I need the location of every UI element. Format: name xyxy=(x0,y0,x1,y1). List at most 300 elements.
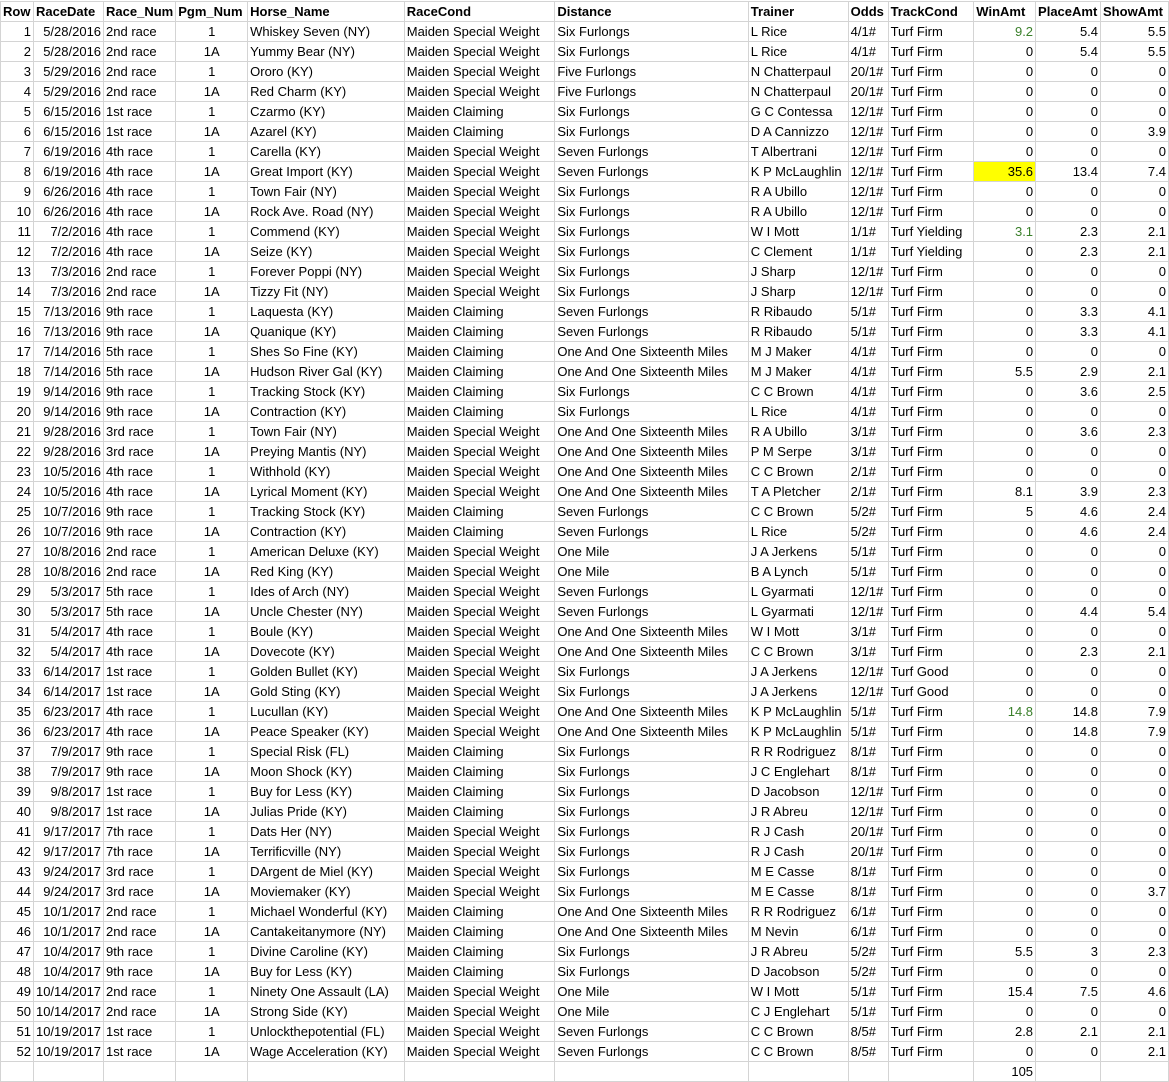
cell-distance[interactable]: Six Furlongs xyxy=(555,682,748,702)
cell-showamt[interactable]: 2.5 xyxy=(1101,382,1169,402)
cell-pgm-num[interactable]: 1 xyxy=(176,822,248,842)
cell-distance[interactable]: One And One Sixteenth Miles xyxy=(555,482,748,502)
cell-racecond[interactable]: Maiden Special Weight xyxy=(404,422,555,442)
cell-racecond[interactable]: Maiden Claiming xyxy=(404,502,555,522)
cell-trackcond[interactable]: Turf Firm xyxy=(888,902,974,922)
cell-racecond[interactable]: Maiden Claiming xyxy=(404,102,555,122)
cell-distance[interactable]: One And One Sixteenth Miles xyxy=(555,622,748,642)
cell-horse-name[interactable]: Cantakeitanymore (NY) xyxy=(248,922,405,942)
cell-trackcond[interactable]: Turf Firm xyxy=(888,562,974,582)
cell-racedate[interactable]: 7/3/2016 xyxy=(33,262,103,282)
cell-pgm-num[interactable]: 1 xyxy=(176,302,248,322)
cell-trainer[interactable]: R Ribaudo xyxy=(748,322,848,342)
cell-showamt[interactable]: 0 xyxy=(1101,342,1169,362)
cell-odds[interactable]: 12/1# xyxy=(848,102,888,122)
cell-pgm-num[interactable]: 1A xyxy=(176,202,248,222)
cell-trackcond[interactable]: Turf Firm xyxy=(888,342,974,362)
cell-showamt[interactable]: 0 xyxy=(1101,182,1169,202)
cell-winamt[interactable]: 0 xyxy=(974,962,1036,982)
cell-race-num[interactable]: 4th race xyxy=(104,622,176,642)
cell-race-num[interactable]: 9th race xyxy=(104,742,176,762)
cell-distance[interactable]: Six Furlongs xyxy=(555,782,748,802)
cell-row[interactable]: 13 xyxy=(1,262,34,282)
cell-trackcond[interactable]: Turf Firm xyxy=(888,202,974,222)
cell-pgm-num[interactable]: 1 xyxy=(176,502,248,522)
cell-odds[interactable]: 8/1# xyxy=(848,882,888,902)
cell-row[interactable]: 12 xyxy=(1,242,34,262)
total-cell-trainer[interactable] xyxy=(748,1062,848,1082)
cell-pgm-num[interactable]: 1A xyxy=(176,322,248,342)
column-header-odds[interactable]: Odds xyxy=(848,2,888,22)
cell-trackcond[interactable]: Turf Firm xyxy=(888,702,974,722)
cell-horse-name[interactable]: Tracking Stock (KY) xyxy=(248,502,405,522)
cell-horse-name[interactable]: Buy for Less (KY) xyxy=(248,962,405,982)
cell-race-num[interactable]: 4th race xyxy=(104,142,176,162)
cell-trainer[interactable]: W I Mott xyxy=(748,982,848,1002)
cell-row[interactable]: 9 xyxy=(1,182,34,202)
cell-showamt[interactable]: 2.1 xyxy=(1101,1042,1169,1062)
cell-racedate[interactable]: 9/28/2016 xyxy=(33,442,103,462)
cell-showamt[interactable]: 0 xyxy=(1101,1002,1169,1022)
cell-row[interactable]: 47 xyxy=(1,942,34,962)
cell-winamt[interactable]: 0 xyxy=(974,802,1036,822)
cell-showamt[interactable]: 0 xyxy=(1101,542,1169,562)
cell-trackcond[interactable]: Turf Firm xyxy=(888,1002,974,1022)
cell-horse-name[interactable]: Julias Pride (KY) xyxy=(248,802,405,822)
cell-odds[interactable]: 8/5# xyxy=(848,1042,888,1062)
cell-racecond[interactable]: Maiden Special Weight xyxy=(404,442,555,462)
cell-trackcond[interactable]: Turf Firm xyxy=(888,722,974,742)
cell-winamt[interactable]: 0 xyxy=(974,902,1036,922)
cell-trainer[interactable]: D Jacobson xyxy=(748,962,848,982)
cell-trackcond[interactable]: Turf Firm xyxy=(888,42,974,62)
cell-row[interactable]: 8 xyxy=(1,162,34,182)
cell-trainer[interactable]: L Rice xyxy=(748,42,848,62)
cell-distance[interactable]: Six Furlongs xyxy=(555,862,748,882)
cell-racecond[interactable]: Maiden Special Weight xyxy=(404,562,555,582)
cell-racedate[interactable]: 10/1/2017 xyxy=(33,922,103,942)
cell-trackcond[interactable]: Turf Firm xyxy=(888,602,974,622)
cell-showamt[interactable]: 0 xyxy=(1101,782,1169,802)
cell-pgm-num[interactable]: 1A xyxy=(176,882,248,902)
total-cell-row[interactable] xyxy=(1,1062,34,1082)
cell-row[interactable]: 35 xyxy=(1,702,34,722)
cell-racecond[interactable]: Maiden Claiming xyxy=(404,322,555,342)
cell-pgm-num[interactable]: 1A xyxy=(176,562,248,582)
cell-placeamt[interactable]: 2.9 xyxy=(1036,362,1101,382)
cell-placeamt[interactable]: 0 xyxy=(1036,742,1101,762)
cell-showamt[interactable]: 0 xyxy=(1101,802,1169,822)
cell-odds[interactable]: 5/1# xyxy=(848,722,888,742)
cell-winamt[interactable]: 0 xyxy=(974,102,1036,122)
cell-trackcond[interactable]: Turf Firm xyxy=(888,362,974,382)
cell-horse-name[interactable]: Ides of Arch (NY) xyxy=(248,582,405,602)
cell-pgm-num[interactable]: 1 xyxy=(176,22,248,42)
cell-racedate[interactable]: 7/3/2016 xyxy=(33,282,103,302)
cell-racedate[interactable]: 5/3/2017 xyxy=(33,582,103,602)
cell-distance[interactable]: One And One Sixteenth Miles xyxy=(555,902,748,922)
cell-distance[interactable]: Seven Furlongs xyxy=(555,1022,748,1042)
cell-trainer[interactable]: J Sharp xyxy=(748,282,848,302)
cell-racedate[interactable]: 5/29/2016 xyxy=(33,62,103,82)
cell-racecond[interactable]: Maiden Special Weight xyxy=(404,142,555,162)
cell-showamt[interactable]: 5.4 xyxy=(1101,602,1169,622)
cell-odds[interactable]: 1/1# xyxy=(848,222,888,242)
cell-horse-name[interactable]: Great Import (KY) xyxy=(248,162,405,182)
cell-odds[interactable]: 12/1# xyxy=(848,262,888,282)
cell-trainer[interactable]: C C Brown xyxy=(748,642,848,662)
cell-odds[interactable]: 4/1# xyxy=(848,22,888,42)
cell-race-num[interactable]: 2nd race xyxy=(104,982,176,1002)
cell-showamt[interactable]: 0 xyxy=(1101,82,1169,102)
cell-pgm-num[interactable]: 1A xyxy=(176,1002,248,1022)
cell-trackcond[interactable]: Turf Firm xyxy=(888,782,974,802)
cell-odds[interactable]: 5/2# xyxy=(848,962,888,982)
cell-racedate[interactable]: 7/2/2016 xyxy=(33,242,103,262)
cell-winamt[interactable]: 5.5 xyxy=(974,942,1036,962)
cell-showamt[interactable]: 3.9 xyxy=(1101,122,1169,142)
cell-pgm-num[interactable]: 1A xyxy=(176,1042,248,1062)
cell-race-num[interactable]: 3rd race xyxy=(104,442,176,462)
cell-winamt[interactable]: 0 xyxy=(974,202,1036,222)
cell-row[interactable]: 37 xyxy=(1,742,34,762)
cell-racecond[interactable]: Maiden Special Weight xyxy=(404,282,555,302)
cell-showamt[interactable]: 0 xyxy=(1101,822,1169,842)
cell-racedate[interactable]: 9/8/2017 xyxy=(33,782,103,802)
cell-trainer[interactable]: M E Casse xyxy=(748,882,848,902)
cell-trackcond[interactable]: Turf Firm xyxy=(888,942,974,962)
cell-placeamt[interactable]: 0 xyxy=(1036,842,1101,862)
cell-pgm-num[interactable]: 1A xyxy=(176,282,248,302)
cell-odds[interactable]: 5/1# xyxy=(848,302,888,322)
cell-race-num[interactable]: 5th race xyxy=(104,362,176,382)
cell-odds[interactable]: 12/1# xyxy=(848,142,888,162)
cell-distance[interactable]: Seven Furlongs xyxy=(555,322,748,342)
cell-placeamt[interactable]: 0 xyxy=(1036,902,1101,922)
cell-odds[interactable]: 12/1# xyxy=(848,682,888,702)
cell-winamt[interactable]: 0 xyxy=(974,722,1036,742)
cell-showamt[interactable]: 0 xyxy=(1101,102,1169,122)
cell-race-num[interactable]: 4th race xyxy=(104,242,176,262)
cell-winamt[interactable]: 0 xyxy=(974,1002,1036,1022)
cell-pgm-num[interactable]: 1 xyxy=(176,142,248,162)
cell-racedate[interactable]: 10/8/2016 xyxy=(33,542,103,562)
cell-distance[interactable]: Five Furlongs xyxy=(555,82,748,102)
cell-race-num[interactable]: 9th race xyxy=(104,942,176,962)
cell-placeamt[interactable]: 14.8 xyxy=(1036,702,1101,722)
cell-trainer[interactable]: B A Lynch xyxy=(748,562,848,582)
cell-horse-name[interactable]: Golden Bullet (KY) xyxy=(248,662,405,682)
total-cell-race-num[interactable] xyxy=(104,1062,176,1082)
cell-pgm-num[interactable]: 1 xyxy=(176,62,248,82)
cell-trainer[interactable]: R R Rodriguez xyxy=(748,742,848,762)
cell-row[interactable]: 23 xyxy=(1,462,34,482)
cell-trackcond[interactable]: Turf Firm xyxy=(888,802,974,822)
column-header-trainer[interactable]: Trainer xyxy=(748,2,848,22)
cell-race-num[interactable]: 9th race xyxy=(104,522,176,542)
cell-distance[interactable]: Six Furlongs xyxy=(555,22,748,42)
cell-racedate[interactable]: 6/26/2016 xyxy=(33,182,103,202)
cell-race-num[interactable]: 4th race xyxy=(104,162,176,182)
column-header-distance[interactable]: Distance xyxy=(555,2,748,22)
cell-distance[interactable]: Six Furlongs xyxy=(555,282,748,302)
cell-racecond[interactable]: Maiden Special Weight xyxy=(404,182,555,202)
cell-odds[interactable]: 12/1# xyxy=(848,202,888,222)
cell-placeamt[interactable]: 2.3 xyxy=(1036,242,1101,262)
cell-winamt[interactable]: 0 xyxy=(974,122,1036,142)
cell-horse-name[interactable]: Special Risk (FL) xyxy=(248,742,405,762)
cell-horse-name[interactable]: Contraction (KY) xyxy=(248,402,405,422)
cell-showamt[interactable]: 7.9 xyxy=(1101,702,1169,722)
cell-trackcond[interactable]: Turf Firm xyxy=(888,1042,974,1062)
cell-trackcond[interactable]: Turf Firm xyxy=(888,22,974,42)
cell-race-num[interactable]: 7th race xyxy=(104,842,176,862)
cell-trainer[interactable]: M J Maker xyxy=(748,362,848,382)
cell-pgm-num[interactable]: 1 xyxy=(176,702,248,722)
cell-horse-name[interactable]: Withhold (KY) xyxy=(248,462,405,482)
cell-winamt[interactable]: 0 xyxy=(974,762,1036,782)
cell-placeamt[interactable]: 0 xyxy=(1036,202,1101,222)
cell-racedate[interactable]: 6/19/2016 xyxy=(33,162,103,182)
cell-pgm-num[interactable]: 1A xyxy=(176,802,248,822)
cell-showamt[interactable]: 0 xyxy=(1101,562,1169,582)
cell-horse-name[interactable]: Commend (KY) xyxy=(248,222,405,242)
cell-pgm-num[interactable]: 1A xyxy=(176,242,248,262)
cell-showamt[interactable]: 2.1 xyxy=(1101,1022,1169,1042)
cell-showamt[interactable]: 2.3 xyxy=(1101,942,1169,962)
cell-trackcond[interactable]: Turf Firm xyxy=(888,642,974,662)
cell-distance[interactable]: One And One Sixteenth Miles xyxy=(555,362,748,382)
cell-racecond[interactable]: Maiden Claiming xyxy=(404,742,555,762)
cell-winamt[interactable]: 0 xyxy=(974,922,1036,942)
cell-row[interactable]: 40 xyxy=(1,802,34,822)
cell-pgm-num[interactable]: 1 xyxy=(176,422,248,442)
cell-racedate[interactable]: 9/28/2016 xyxy=(33,422,103,442)
cell-winamt[interactable]: 35.6 xyxy=(974,162,1036,182)
cell-placeamt[interactable]: 0 xyxy=(1036,802,1101,822)
cell-placeamt[interactable]: 0 xyxy=(1036,862,1101,882)
column-header-trackcond[interactable]: TrackCond xyxy=(888,2,974,22)
cell-row[interactable]: 51 xyxy=(1,1022,34,1042)
cell-pgm-num[interactable]: 1 xyxy=(176,222,248,242)
cell-row[interactable]: 22 xyxy=(1,442,34,462)
cell-racecond[interactable]: Maiden Claiming xyxy=(404,942,555,962)
cell-racedate[interactable]: 5/4/2017 xyxy=(33,622,103,642)
cell-placeamt[interactable]: 0 xyxy=(1036,682,1101,702)
cell-race-num[interactable]: 2nd race xyxy=(104,542,176,562)
cell-racecond[interactable]: Maiden Special Weight xyxy=(404,1022,555,1042)
cell-race-num[interactable]: 9th race xyxy=(104,302,176,322)
cell-racedate[interactable]: 10/4/2017 xyxy=(33,942,103,962)
cell-horse-name[interactable]: Quanique (KY) xyxy=(248,322,405,342)
cell-row[interactable]: 52 xyxy=(1,1042,34,1062)
cell-trackcond[interactable]: Turf Good xyxy=(888,682,974,702)
cell-race-num[interactable]: 9th race xyxy=(104,502,176,522)
cell-trainer[interactable]: J A Jerkens xyxy=(748,662,848,682)
cell-pgm-num[interactable]: 1 xyxy=(176,862,248,882)
cell-odds[interactable]: 4/1# xyxy=(848,402,888,422)
column-header-racecond[interactable]: RaceCond xyxy=(404,2,555,22)
cell-racecond[interactable]: Maiden Claiming xyxy=(404,922,555,942)
cell-row[interactable]: 48 xyxy=(1,962,34,982)
cell-winamt[interactable]: 0 xyxy=(974,462,1036,482)
cell-race-num[interactable]: 9th race xyxy=(104,762,176,782)
cell-distance[interactable]: Seven Furlongs xyxy=(555,1042,748,1062)
cell-placeamt[interactable]: 0 xyxy=(1036,542,1101,562)
cell-showamt[interactable]: 0 xyxy=(1101,662,1169,682)
cell-pgm-num[interactable]: 1A xyxy=(176,362,248,382)
cell-odds[interactable]: 4/1# xyxy=(848,362,888,382)
cell-race-num[interactable]: 4th race xyxy=(104,722,176,742)
cell-trackcond[interactable]: Turf Firm xyxy=(888,262,974,282)
cell-pgm-num[interactable]: 1 xyxy=(176,542,248,562)
cell-racecond[interactable]: Maiden Special Weight xyxy=(404,1042,555,1062)
cell-pgm-num[interactable]: 1A xyxy=(176,602,248,622)
cell-showamt[interactable]: 0 xyxy=(1101,442,1169,462)
cell-showamt[interactable]: 0 xyxy=(1101,582,1169,602)
cell-placeamt[interactable]: 3.6 xyxy=(1036,422,1101,442)
cell-placeamt[interactable]: 0 xyxy=(1036,62,1101,82)
cell-placeamt[interactable]: 4.6 xyxy=(1036,522,1101,542)
cell-horse-name[interactable]: Azarel (KY) xyxy=(248,122,405,142)
cell-horse-name[interactable]: Michael Wonderful (KY) xyxy=(248,902,405,922)
cell-row[interactable]: 42 xyxy=(1,842,34,862)
cell-racecond[interactable]: Maiden Special Weight xyxy=(404,622,555,642)
cell-showamt[interactable]: 0 xyxy=(1101,202,1169,222)
cell-horse-name[interactable]: Terrificville (NY) xyxy=(248,842,405,862)
cell-placeamt[interactable]: 5.4 xyxy=(1036,22,1101,42)
cell-pgm-num[interactable]: 1 xyxy=(176,782,248,802)
cell-odds[interactable]: 12/1# xyxy=(848,602,888,622)
cell-placeamt[interactable]: 0 xyxy=(1036,962,1101,982)
cell-row[interactable]: 2 xyxy=(1,42,34,62)
cell-pgm-num[interactable]: 1A xyxy=(176,162,248,182)
cell-horse-name[interactable]: Whiskey Seven (NY) xyxy=(248,22,405,42)
cell-placeamt[interactable]: 14.8 xyxy=(1036,722,1101,742)
cell-trainer[interactable]: C C Brown xyxy=(748,1022,848,1042)
cell-racedate[interactable]: 10/19/2017 xyxy=(33,1042,103,1062)
cell-winamt[interactable]: 0 xyxy=(974,382,1036,402)
cell-placeamt[interactable]: 3 xyxy=(1036,942,1101,962)
cell-showamt[interactable]: 7.9 xyxy=(1101,722,1169,742)
cell-racecond[interactable]: Maiden Special Weight xyxy=(404,222,555,242)
cell-showamt[interactable]: 0 xyxy=(1101,842,1169,862)
cell-racedate[interactable]: 10/8/2016 xyxy=(33,562,103,582)
cell-race-num[interactable]: 4th race xyxy=(104,482,176,502)
cell-racedate[interactable]: 6/14/2017 xyxy=(33,662,103,682)
cell-row[interactable]: 5 xyxy=(1,102,34,122)
cell-horse-name[interactable]: Tracking Stock (KY) xyxy=(248,382,405,402)
cell-horse-name[interactable]: Lyrical Moment (KY) xyxy=(248,482,405,502)
cell-showamt[interactable]: 0 xyxy=(1101,142,1169,162)
cell-trackcond[interactable]: Turf Firm xyxy=(888,842,974,862)
cell-winamt[interactable]: 0 xyxy=(974,1042,1036,1062)
cell-showamt[interactable]: 4.1 xyxy=(1101,322,1169,342)
cell-trackcond[interactable]: Turf Firm xyxy=(888,762,974,782)
cell-horse-name[interactable]: Dats Her (NY) xyxy=(248,822,405,842)
cell-pgm-num[interactable]: 1 xyxy=(176,1022,248,1042)
cell-placeamt[interactable]: 0 xyxy=(1036,1002,1101,1022)
cell-pgm-num[interactable]: 1 xyxy=(176,582,248,602)
column-header-horse-name[interactable]: Horse_Name xyxy=(248,2,405,22)
cell-trainer[interactable]: L Rice xyxy=(748,402,848,422)
cell-race-num[interactable]: 5th race xyxy=(104,582,176,602)
cell-trackcond[interactable]: Turf Yielding xyxy=(888,222,974,242)
cell-racedate[interactable]: 7/13/2016 xyxy=(33,302,103,322)
cell-row[interactable]: 18 xyxy=(1,362,34,382)
cell-racecond[interactable]: Maiden Claiming xyxy=(404,122,555,142)
cell-trainer[interactable]: C C Brown xyxy=(748,502,848,522)
cell-racecond[interactable]: Maiden Special Weight xyxy=(404,662,555,682)
cell-pgm-num[interactable]: 1A xyxy=(176,482,248,502)
cell-racecond[interactable]: Maiden Special Weight xyxy=(404,862,555,882)
cell-showamt[interactable]: 2.4 xyxy=(1101,502,1169,522)
cell-trackcond[interactable]: Turf Firm xyxy=(888,182,974,202)
total-cell-horse-name[interactable] xyxy=(248,1062,405,1082)
cell-race-num[interactable]: 2nd race xyxy=(104,42,176,62)
cell-racecond[interactable]: Maiden Special Weight xyxy=(404,822,555,842)
cell-row[interactable]: 26 xyxy=(1,522,34,542)
cell-row[interactable]: 16 xyxy=(1,322,34,342)
cell-trackcond[interactable]: Turf Firm xyxy=(888,522,974,542)
cell-showamt[interactable]: 2.1 xyxy=(1101,642,1169,662)
cell-trainer[interactable]: R J Cash xyxy=(748,822,848,842)
cell-odds[interactable]: 5/1# xyxy=(848,702,888,722)
cell-winamt[interactable]: 0 xyxy=(974,142,1036,162)
cell-distance[interactable]: Six Furlongs xyxy=(555,762,748,782)
cell-trainer[interactable]: R Ribaudo xyxy=(748,302,848,322)
cell-racecond[interactable]: Maiden Special Weight xyxy=(404,42,555,62)
cell-trackcond[interactable]: Turf Firm xyxy=(888,742,974,762)
cell-distance[interactable]: One And One Sixteenth Miles xyxy=(555,422,748,442)
cell-racecond[interactable]: Maiden Special Weight xyxy=(404,602,555,622)
cell-trainer[interactable]: L Rice xyxy=(748,22,848,42)
cell-showamt[interactable]: 5.5 xyxy=(1101,42,1169,62)
cell-pgm-num[interactable]: 1 xyxy=(176,342,248,362)
cell-odds[interactable]: 5/1# xyxy=(848,982,888,1002)
cell-odds[interactable]: 4/1# xyxy=(848,382,888,402)
cell-odds[interactable]: 20/1# xyxy=(848,822,888,842)
cell-racedate[interactable]: 10/14/2017 xyxy=(33,982,103,1002)
cell-row[interactable]: 29 xyxy=(1,582,34,602)
cell-pgm-num[interactable]: 1 xyxy=(176,462,248,482)
cell-race-num[interactable]: 1st race xyxy=(104,782,176,802)
cell-winamt[interactable]: 0 xyxy=(974,842,1036,862)
cell-distance[interactable]: Six Furlongs xyxy=(555,882,748,902)
cell-distance[interactable]: Seven Furlongs xyxy=(555,522,748,542)
cell-row[interactable]: 33 xyxy=(1,662,34,682)
cell-race-num[interactable]: 3rd race xyxy=(104,882,176,902)
cell-race-num[interactable]: 1st race xyxy=(104,1022,176,1042)
cell-distance[interactable]: Six Furlongs xyxy=(555,202,748,222)
cell-trackcond[interactable]: Turf Firm xyxy=(888,922,974,942)
cell-racecond[interactable]: Maiden Claiming xyxy=(404,762,555,782)
cell-racedate[interactable]: 9/24/2017 xyxy=(33,882,103,902)
cell-distance[interactable]: Five Furlongs xyxy=(555,62,748,82)
cell-race-num[interactable]: 7th race xyxy=(104,822,176,842)
cell-showamt[interactable]: 7.4 xyxy=(1101,162,1169,182)
cell-horse-name[interactable]: Czarmo (KY) xyxy=(248,102,405,122)
cell-horse-name[interactable]: Dovecote (KY) xyxy=(248,642,405,662)
total-cell-pgm-num[interactable] xyxy=(176,1062,248,1082)
cell-pgm-num[interactable]: 1 xyxy=(176,382,248,402)
cell-row[interactable]: 28 xyxy=(1,562,34,582)
cell-race-num[interactable]: 1st race xyxy=(104,682,176,702)
cell-racedate[interactable]: 7/13/2016 xyxy=(33,322,103,342)
cell-distance[interactable]: Six Furlongs xyxy=(555,942,748,962)
cell-horse-name[interactable]: DArgent de Miel (KY) xyxy=(248,862,405,882)
cell-pgm-num[interactable]: 1 xyxy=(176,662,248,682)
